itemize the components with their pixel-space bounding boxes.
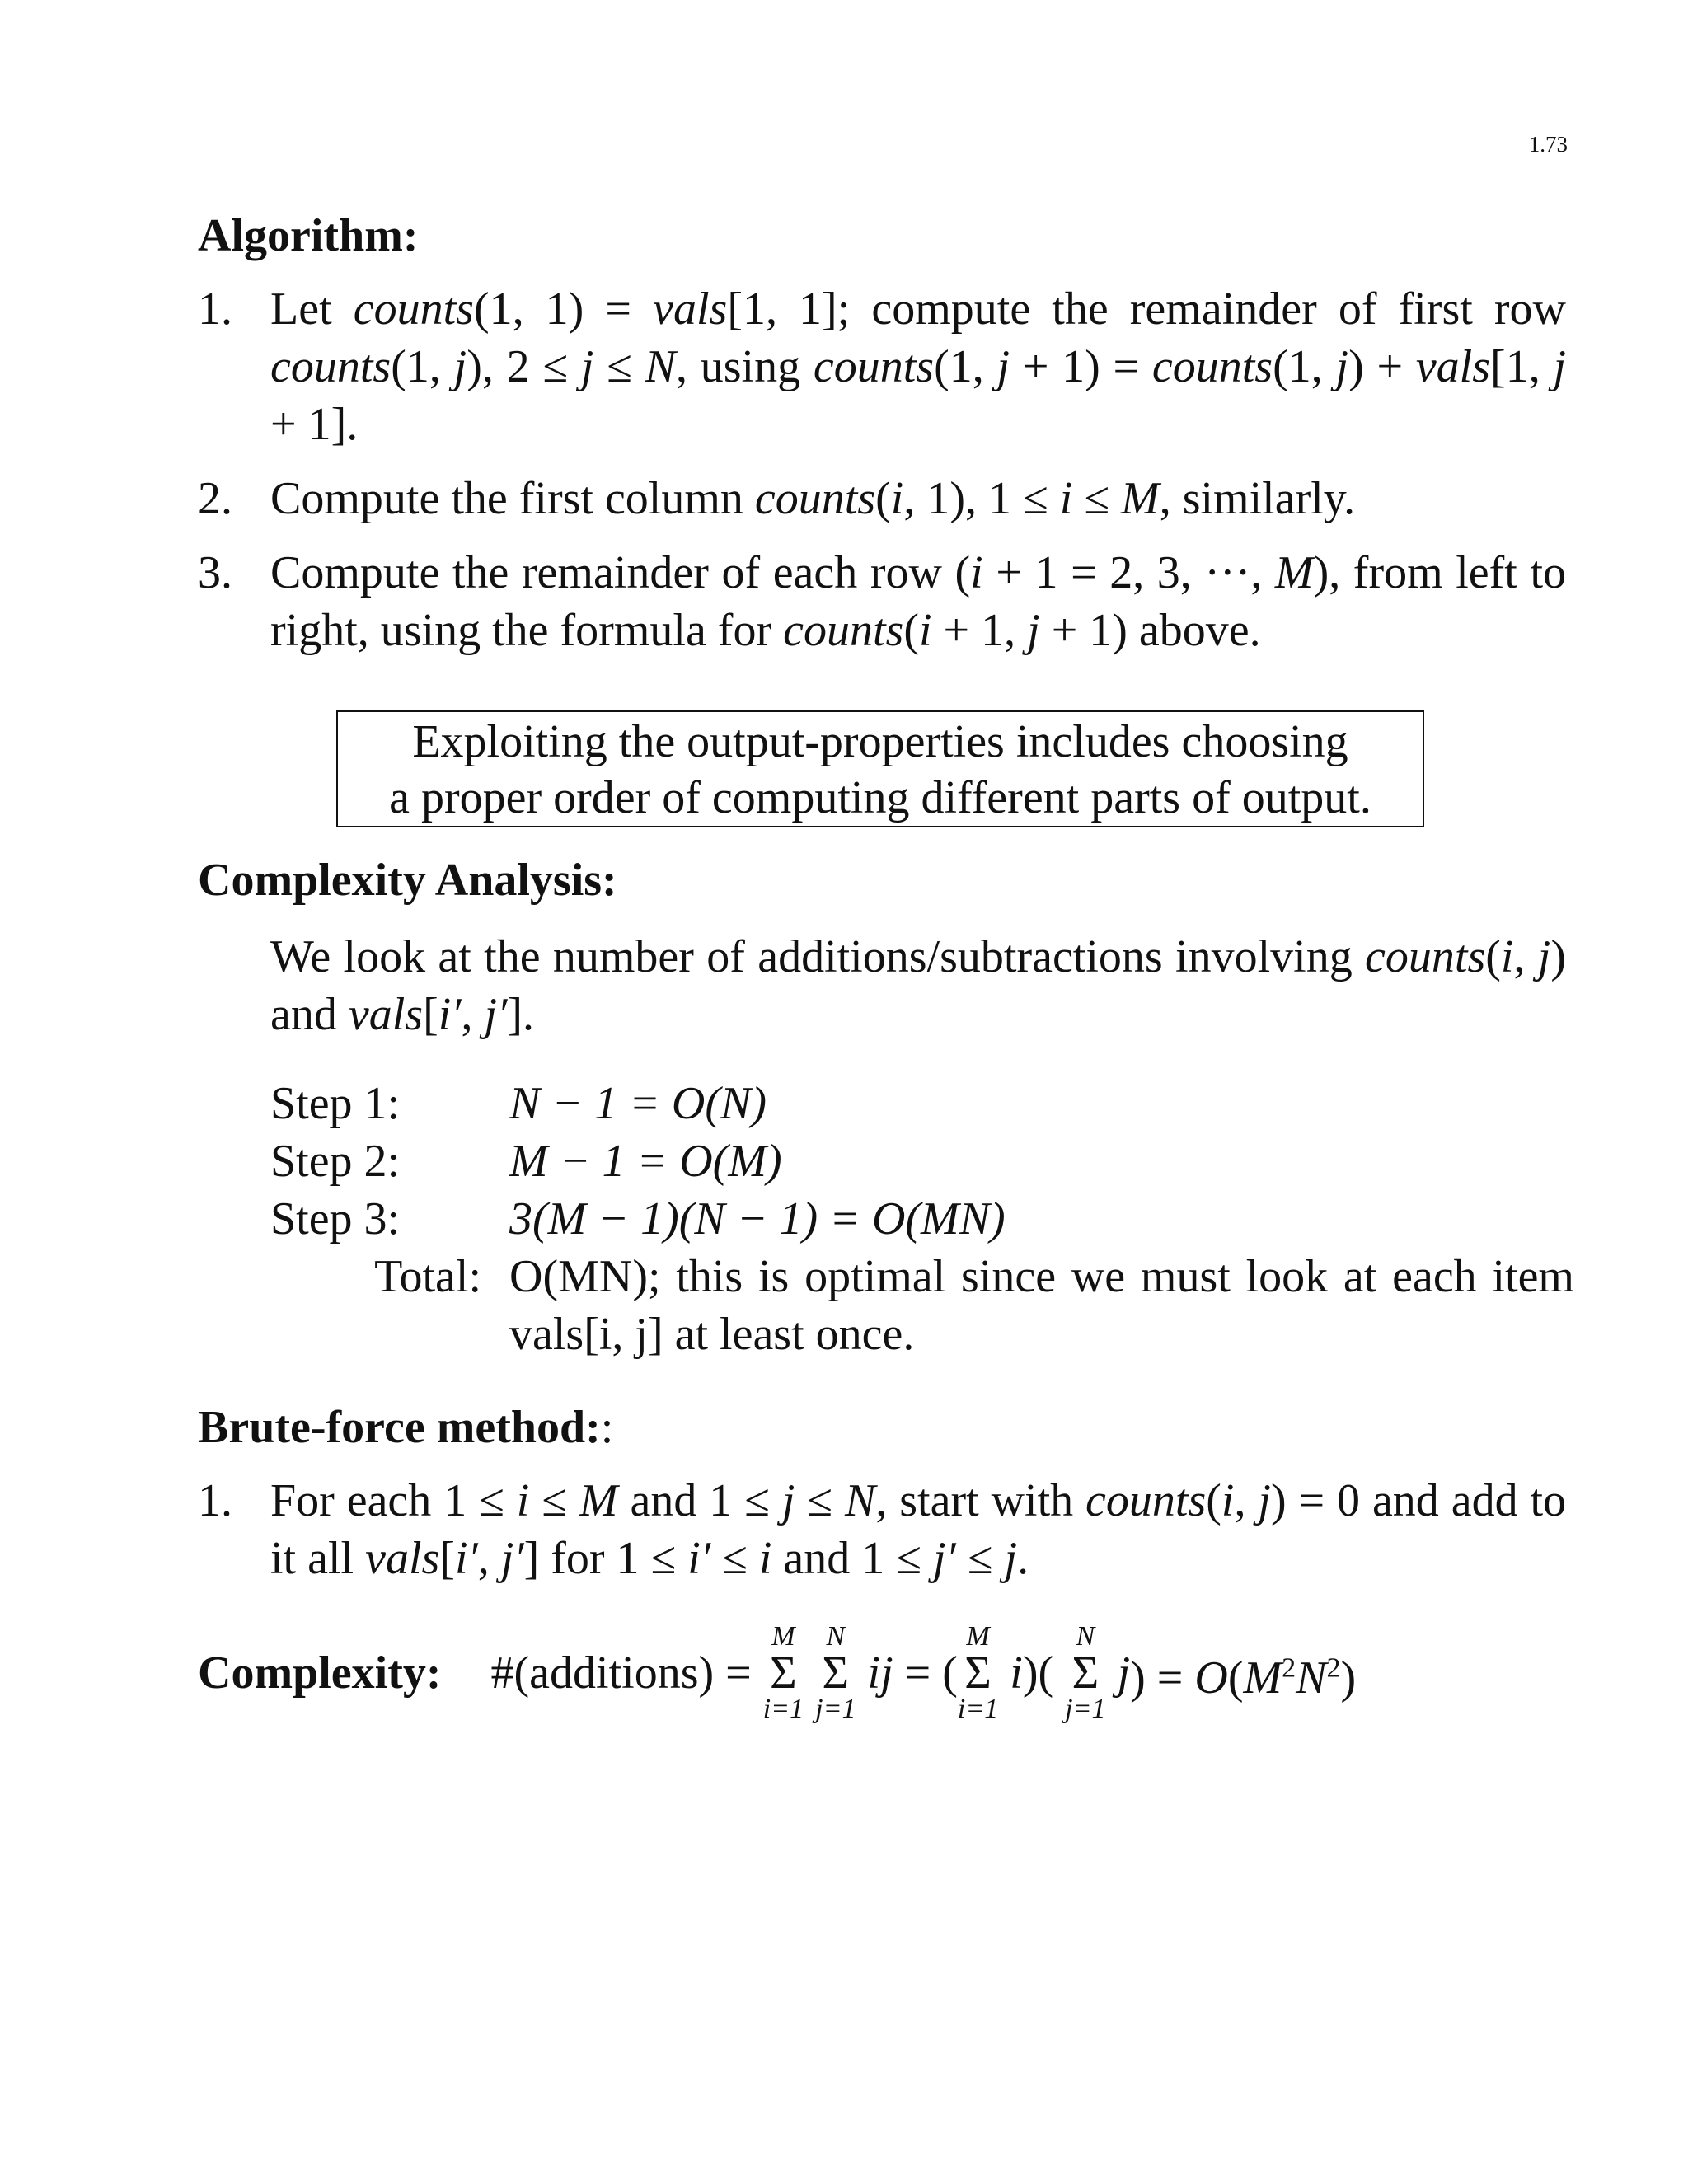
complexity-steps [270,1075,1574,1363]
step-number: 1. [198,284,232,335]
row-value: N − 1 = O(N) [509,1078,767,1129]
sum-j-2: N Σ j=1 [1065,1621,1106,1724]
step-number: 3. [198,547,232,598]
complexity-intro: We look at the number of additions/subtractions involving counts(i, j) and vals[i′, j′]. [270,931,1567,1040]
box-line-1: Exploiting the output-properties includes choosing [412,716,1348,767]
row-label: Step 1: [270,1078,401,1129]
complexity-row [270,1248,1574,1363]
box-line-2: a proper order of computing different parts of output. [389,772,1372,823]
sum-i-2: M Σ i=1 [957,1621,999,1724]
sum-i: M Σ i=1 [762,1621,804,1724]
complexity-label: Complexity: [198,1647,442,1699]
complexity-analysis-heading: Complexity Analysis: [198,855,617,906]
complexity-lhs: #(additions) = [490,1647,752,1699]
complexity-row [270,1075,1574,1132]
brute-force-step-1 [198,1472,1566,1587]
step-text: For each 1 ≤ i ≤ M and 1 ≤ j ≤ N, start with counts(i, j) = 0 and add to it all vals[i′, j′] for 1 ≤ i′ ≤ i and 1 ≤ j′ ≤ j. [270,1475,1567,1584]
row-label: Step 2: [270,1136,401,1187]
row-value: 3(M − 1)(N − 1) = O(MN) [509,1193,1006,1244]
complexity-formula: Complexity: #(additions) = M Σ i=1 N Σ j=1 ij = ( M Σ i=1 i)( N Σ j=1 $j) = O(M^2N^2)$ [198,1621,1357,1724]
algorithm-step-2 [198,470,1566,527]
algorithm-step-3 [198,544,1566,659]
brute-force-list [198,1472,1566,1604]
step-number: 2. [198,473,232,524]
step-text: Compute the remainder of each row (i + 1 = 2, 3, ···, M), from left to right, using the formula for counts(i + 1, j + 1) above. [270,547,1567,656]
complexity-row [270,1190,1574,1248]
row-label: Total: [374,1251,481,1302]
page-number: 1.73 [1528,132,1568,157]
step-text: Compute the first column counts(i, 1), 1 ≤ i ≤ M, similarly. [270,473,1356,524]
row-label: Step 3: [270,1193,401,1244]
brute-force-heading: Brute-force method:: [198,1402,614,1453]
step-text: Let counts(1, 1) = vals[1, 1]; compute the remainder of first row counts(1, j), 2 ≤ j ≤ N, using counts(1, j + 1) = counts(1, j) + vals[1, j + 1]. [270,284,1567,450]
complexity-row [270,1132,1574,1190]
algorithm-heading: Algorithm: [198,210,419,261]
sum-j: N Σ j=1 [815,1621,856,1724]
algorithm-list [198,280,1566,676]
algorithm-step-1 [198,280,1566,453]
highlight-box [336,710,1424,827]
row-value: M − 1 = O(M) [509,1136,782,1187]
row-value: O(MN); this is optimal since we must look at each item vals[i, j] at least once. [509,1251,1574,1360]
step-number: 1. [198,1475,232,1526]
